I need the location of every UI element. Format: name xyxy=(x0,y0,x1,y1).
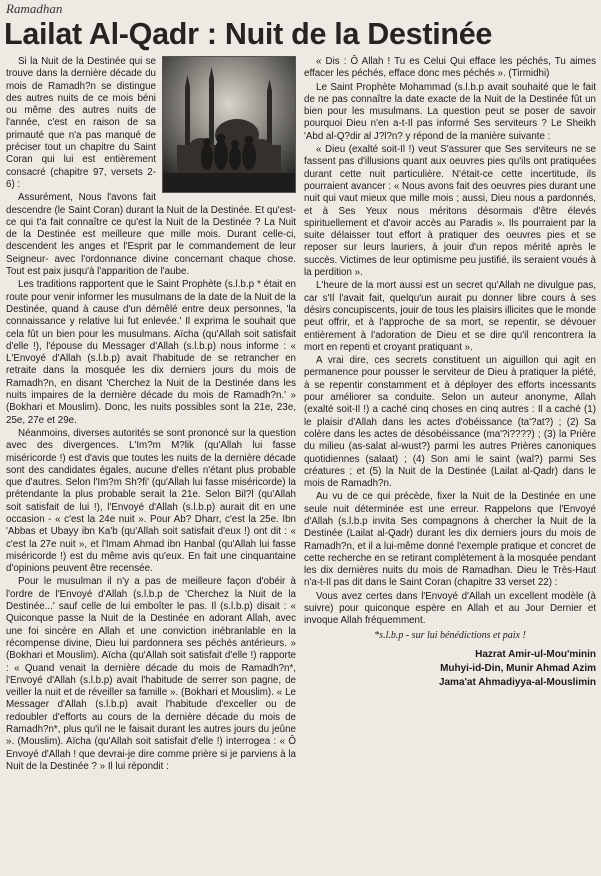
paragraph: « Dieu (exalté soit-Il !) veut S'assurer que Ses serviteurs ne se fassent pas d'illusions quant aux oeuvres pies qu'ils ont pratiquées durant cette nuit particulière. N'était-ce cette incertitude, ils pourraient avancer : « Nous avons fait des oeuvres pies durant une nuit qui vaut mieux que mille mois ; aussi, Dieu nous a pardonnés, et à Ses Yeux nous méritons désormais d'être élevés spirituellement et d'avoir accès au Paradis ». Ils pourraient par la suite délaisser tout effort à pratiquer des oeuvres pies et se reposer sur leurs lauriers, à jouir d'un repos mérité après le succès. Victimes de leur optimisme peu justifié, ils seraient voués à la perdition ». xyxy=(304,144,596,279)
signature-line: Hazrat Amir-ul-Mou'minin xyxy=(475,648,596,660)
mosque-photo xyxy=(162,56,296,193)
quran-quote: Assurément, Nous l'avons fait descendre (le Saint Coran) durant la Nuit de la Destinée. Et qu'est-ce qui t'a fait connaître ce qu'est la Nuit de la Destinée ? La Nuit de la Destinée est meilleure que mille mois. Durant celle-ci, descendent les anges et l'Esprit par le commandement de leur Seigneur- avec l'ordonnance divine concernant chaque chose. Tout est paix jusqu'à l'apparition de l'aube. xyxy=(6,192,296,278)
paragraph: Les traditions rapportent que le Saint Prophète (s.l.b.p * était en route pour venir informer les musulmans de la date de la Nuit de la Destinée, quand à cause d'un démêlé entre deux personnes, 'la connaissance y relative lui fut enlevée.' Il exprima le souhait que cela fût un bien pour les musulmans. Aïcha (qu'Allah soit satisfait d'elle !), l'épouse du Messager d'Allah (s.l.b.p) nous informe : « L'Envoyé d'Allah (s.l.b.p) avait l'habitude de se retrancher en retraite dans la mosquée les dix derniers jours du mois de Ramadh?n, en disant 'Cherchez la Nuit de la Destinée dans les nuits impaires de la dernière décade du mois de Ramadh?n.' » (Bokhari et Mouslim). Donc, les nuits possibles sont la 21e, 23e, 25e, 27e et 29e. xyxy=(6,279,296,426)
paragraph: Pour le musulman il n'y a pas de meilleure façon d'obéir à l'ordre de l'Envoyé d'Allah (s.l.b.p de 'Cherchez la Nuit de la Destinée...' sauf celle de lui emboîter le pas. Il (s.l.b.p) disait : « Quiconque passe la Nuit de la Destinée en adorant Allah, avec une foi sincère en Allah et une conviction inébranlable en la récompense divine, Dieu lui pardonnera ses péchés antérieurs. » (Bokhari et Mouslim). Aïcha (qu'Allah soit satisfait d'elle !) rapporte : « Quand venait la dernière décade du mois de Ramadh?n*, l'Envoyé d'Allah (s.l.b.p) avait l'habitude de serrer son pagne, de veiller la nuit et de réveiller sa famille ». (Bokhari et Mouslim). « Le Messager d'Allah (s.l.b.p) avait l'habitude d'exceller ou de redoubler d'efforts au cours de la dernière décade du mois de Ramadh?n*, plus qu'il ne le faisait durant les autres jours du jeûne ». (Mouslim). Aïcha (qu'Allah soit satisfait d'elle !) interrogea : « Ô Envoyé d'Allah ! que devrai-je dire comme prière si je parviens à la Nuit de la Destinée ? » Il lui répondit : xyxy=(6,576,296,772)
paragraph: Au vu de ce qui précède, fixer la Nuit de la Destinée en une seule nuit déterminée est une erreur. Rappelons que l'Envoyé d'Allah (s.l.b.p invita Ses compagnons à chercher la Nuit de la Destinée (Lailat al-Qadr) durant les dix derniers jours du mois de Ramadh?n, et il a lui-même donné l'exemple pratique et concret de cette recherche en se retirant complètement à la mosquée pendant les dix dernières nuits du mois de Ramadhan. Dieu le Très-Haut n'a-t-Il pas dit dans le Saint Coran (chapitre 33 verset 22) : xyxy=(304,491,596,589)
section-label: Ramadhan xyxy=(6,1,63,16)
footnote: *s.l.b.p - sur lui bénédictions et paix ! xyxy=(374,629,526,641)
paragraph: L'heure de la mort aussi est un secret qu'Allah ne divulgue pas, car s'Il l'avait fait, quelqu'un aurait pu donner libre cours à ses désirs concupiscents, jouir de tous les plaisirs illicites que le monde peut offrir, et à l'approche de sa mort, se repentir, se dévouer entièrement à l'adoration de Dieu et se dire qu'il rencontrera la mort en repenti et croyant pratiquant ». xyxy=(304,280,596,353)
signature-line: Jama'at Ahmadiyya-al-Mouslimin xyxy=(438,676,596,688)
paragraph: Le Saint Prophète Mohammad (s.l.b.p avait souhaité que le fait de ne pas connaître la date exacte de la Nuit de la Destinée fût un bien pour les musulmans. La question peut se poser de savoir pourquoi Dieu n'en a-t-Il pas informé Ses serviteurs ? Le Sheikh 'Abd al-Q?dir al J?l?n? y répond de la manière suivante : xyxy=(304,81,596,142)
left-column xyxy=(6,56,296,774)
article-title: Lailat Al-Qadr : Nuit de la Destinée xyxy=(4,17,493,51)
quran-quote: Vous avez certes dans l'Envoyé d'Allah un excellent modèle (à suivre) pour quiconque espère en Allah et au Jour Dernier et invoque Allah fréquemment. xyxy=(304,590,596,627)
right-column xyxy=(304,56,596,690)
signature-line: Muhyi-id-Din, Munir Ahmad Azim xyxy=(440,662,596,674)
paragraph: « Dis : Ô Allah ! Tu es Celui Qui efface les péchés, Tu aimes effacer les péchés, efface donc mes péchés ». (Tirmidhi) xyxy=(304,56,596,80)
mosque-silhouette-icon xyxy=(163,57,295,192)
paragraph: Néanmoins, diverses autorités se sont prononcé sur la question avec des divergences. L'Im?m M?lik (qu'Allah lui fasse miséricorde !) est d'avis que toutes les nuits de la dernière décade sont des candidates égales, aucune d'elles n'étant plus probable que d'autres. Selon l'Im?m Sh?fi' (qu'Allah lui fasse miséricorde) la prétendante la plus probable serait la 21e. Selon Bil?l (qu'Allah soit satisfait de lui !), l'Envoyé d'Allah (s.l.b.p) aurait dit en une occasion - « c'est la 24e nuit ». Pour Ab? Dharr, c'est la 25e. Ibn 'Abbas et Ubayy ibn Ka'b (qu'Allah soit satisfait d'eux !) ont dit : « c'est la 27e nuit », et l'Imam Ahmad ibn Hanbal (qu'Allah lui fasse miséricorde !) est du même avis qu'eux. En fait une cinquantaine d'opinions peuvent être recensée. xyxy=(6,427,296,575)
paragraph: A vrai dire, ces secrets constituent un aiguillon qui agit en permanence pour pousser le serviteur de Dieu à pratiquer la piété, à se repentir constamment et à déployer des efforts incessants pour améliorer sa conduite. Selon un auteur anonyme, Allah (exalté soit-Il !) a caché cinq choses en cinq autres : Il a caché (1) le plaisir d'Allah dans les actes d'obéissance (ta'?at?) ; (2) Sa colère dans les actes de désobéissance (ma'?i????) ; (3) la Prière du milieu (as-salat al-wust?) parmi les autres Prières canoniques quotidiennes (salaat) ; (4) Son ami le saint (wal?) parmi Ses créatures ; et (5) la Nuit de la Destinée (Lailat al-Qadr) dans le mois de Ramadh?n. xyxy=(304,355,596,490)
paragraph: Si la Nuit de la Destinée qui se trouve dans la dernière décade du mois de Ramadh?n se distingue des autres nuits de ce mois béni ou même des autres nuits de l'année, c'est en raison de sa primauté que n'a pas manqué de préciser tout un chapitre du Saint Coran qui lui est entièrement consacré (chapitre 97, versets 2-6) : xyxy=(6,56,156,190)
